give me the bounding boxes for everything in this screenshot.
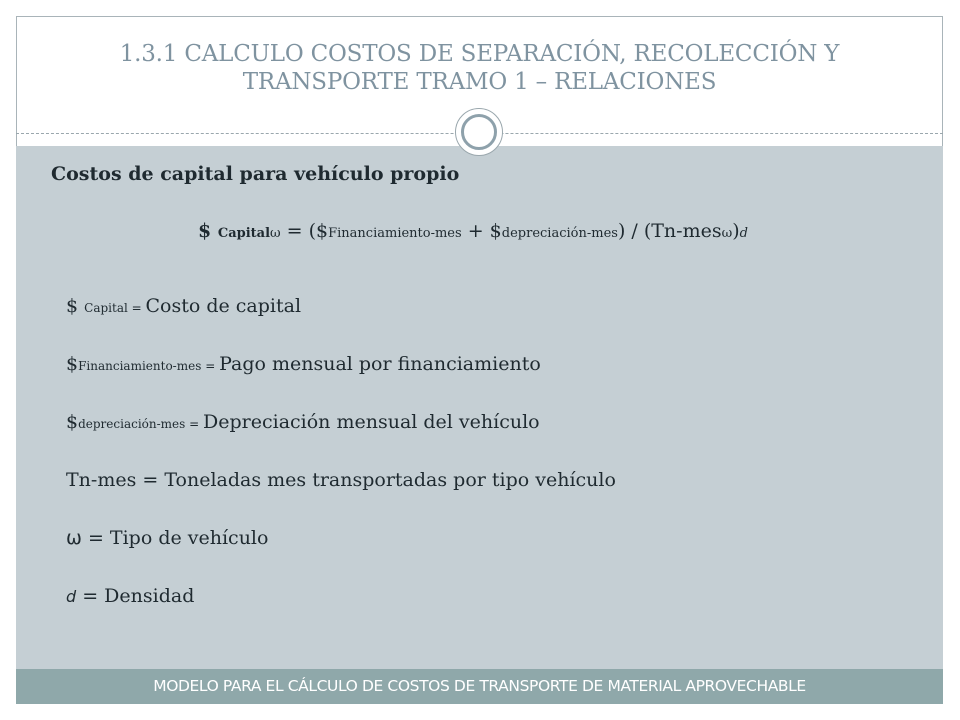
formula-financiamiento-sub: Financiamiento-mes (328, 226, 462, 241)
def-financiamiento-eq: = (201, 359, 220, 373)
definition-densidad (66, 585, 194, 607)
def-omega-text: Tipo de vehículo (109, 527, 269, 549)
def-capital-eq: = (127, 301, 146, 315)
def-depreciacion-sub: depreciación-mes (78, 417, 186, 431)
formula-divide-tn: ) / (Tn-mes (617, 220, 722, 242)
formula-omega-sub-2: ω (721, 226, 733, 241)
def-financiamiento-sub: Financiamiento-mes (78, 359, 202, 373)
def-capital-symbol: $ (66, 295, 85, 317)
section-subtitle: Costos de capital para vehículo propio (51, 163, 460, 185)
def-densidad-eq: = (76, 585, 105, 607)
def-densidad-symbol: d (66, 587, 77, 606)
definition-capital (66, 295, 301, 317)
def-capital-text: Costo de capital (145, 295, 302, 317)
def-tnmes-symbol: Tn-mes (66, 469, 137, 491)
formula-omega-sub: ω (270, 226, 281, 241)
circle-ring-icon (461, 114, 497, 150)
slide-title (16, 40, 943, 96)
definition-depreciacion (66, 411, 540, 433)
capital-cost-formula (198, 220, 748, 242)
formula-capital-sub: Capital (217, 226, 271, 241)
def-densidad-text: Densidad (104, 585, 195, 607)
formula-close: ) (732, 220, 740, 242)
def-depreciacion-symbol: $ (66, 411, 79, 433)
slide-title-line-2: TRANSPORTE TRAMO 1 – RELACIONES (242, 69, 717, 95)
def-depreciacion-text: Depreciación mensual del vehículo (203, 411, 540, 433)
slide-title-line-1: 1.3.1 CALCULO COSTOS DE SEPARACIÓN, RECOLECCIÓN Y (119, 41, 840, 67)
def-tnmes-text: Toneladas mes transportadas por tipo vehículo (164, 469, 616, 491)
formula-depreciacion-sub: depreciación-mes (501, 226, 618, 241)
def-tnmes-eq: = (136, 469, 165, 491)
def-financiamiento-symbol: $ (66, 353, 79, 375)
formula-plus: + $ (461, 220, 502, 242)
formula-dollar: $ (198, 220, 218, 242)
def-depreciacion-eq: = (185, 417, 204, 431)
def-omega-symbol: ω (66, 527, 82, 549)
definition-tn-mes (66, 469, 616, 491)
def-financiamiento-text: Pago mensual por financiamiento (219, 353, 541, 375)
footer-bar: MODELO PARA EL CÁLCULO DE COSTOS DE TRANSPORTE DE MATERIAL APROVECHABLE (16, 669, 943, 704)
decorative-circle-icon (455, 108, 503, 156)
definition-financiamiento (66, 353, 541, 375)
def-omega-eq: = (81, 527, 110, 549)
def-capital-sub: Capital (84, 301, 128, 315)
definition-omega (66, 527, 268, 549)
formula-equals-open: = ($ (280, 220, 329, 242)
formula-density-sub: d (739, 226, 748, 241)
